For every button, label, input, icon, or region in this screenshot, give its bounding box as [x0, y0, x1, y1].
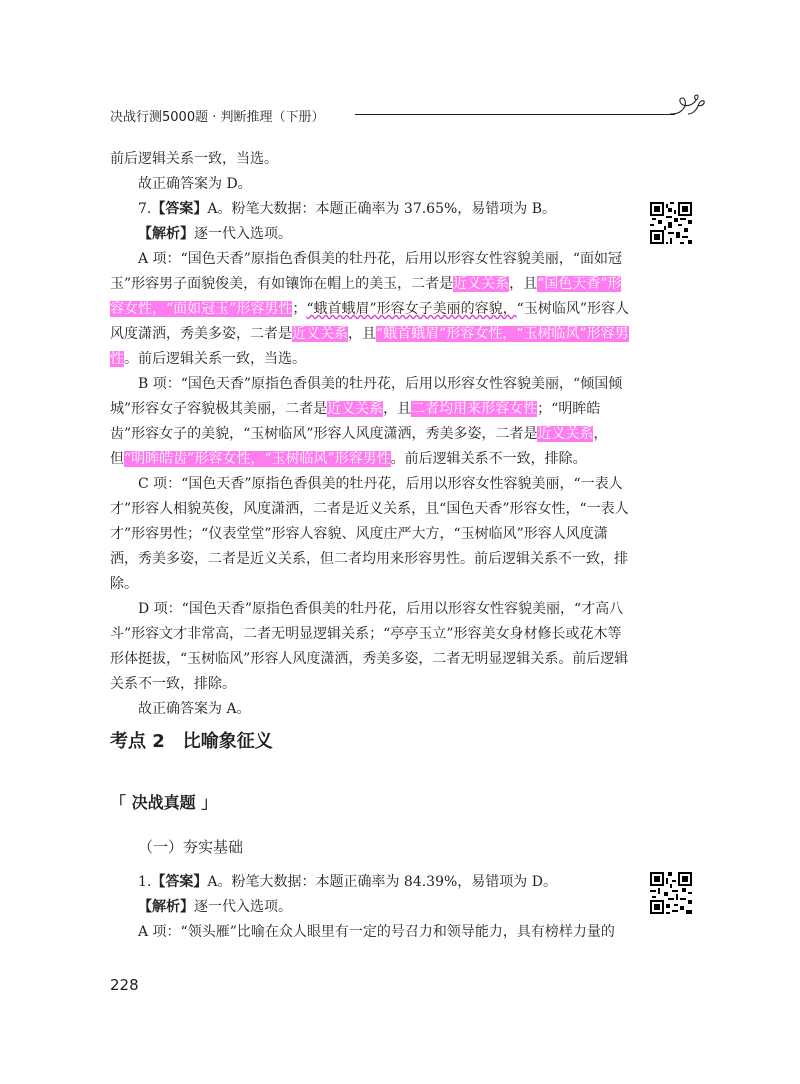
- text-run: 。前后逻辑关系不一致，排除。: [390, 451, 587, 467]
- q7-answer: [110, 197, 630, 222]
- sub-title: （一）夯实基础: [138, 838, 244, 856]
- highlight: “国色天香”形容女性，“面如冠玉”形容男性: [110, 276, 622, 317]
- qr-code-icon[interactable]: [650, 872, 692, 914]
- running-header-title: 决战行测5000题 · 判断推理（下册）: [110, 110, 325, 125]
- text-run: B 项：“国色天香”原指色香俱美的牡丹花，后用以形容女性容貌美丽，“倾国倾城”形容女子容貌极其美丽，二者是: [110, 376, 623, 417]
- q1-answer-label: 【答案】: [151, 874, 208, 890]
- q1-number: 1.: [138, 874, 152, 890]
- highlight: 近义关系: [327, 401, 384, 417]
- q7-number: 7.: [138, 201, 152, 217]
- q7-option-b: [110, 372, 630, 472]
- text-run: A 项：“国色天香”原指色香俱美的牡丹花，后用以形容女性容貌美丽，“面如冠玉”形容男子面貌俊美，有如镶饰在帽上的美玉，二者是: [110, 251, 623, 292]
- q7-analysis-label: 【解析】: [138, 226, 194, 242]
- block-title: 「 决战真题 」: [110, 793, 218, 812]
- text-run: “玉树临风”形容人风度潇洒，秀美多姿，二者是: [110, 301, 629, 342]
- q1-option-a: A 项：“领头雁”比喻在众人眼里有一定的号召力和领导能力，具有榜样力量的: [138, 924, 615, 940]
- text-run: 。前后逻辑关系一致，当选。: [124, 351, 306, 367]
- highlight: 二者均用来形容女性: [411, 401, 538, 417]
- body-block-upper: [110, 147, 630, 722]
- body-block-lower: [110, 870, 630, 945]
- text-run: ；“明眸皓齿”形容女子的美貌，“玉树临风”形容人风度潇洒，秀美多姿，二者是: [110, 401, 601, 442]
- q7-answer-label: 【答案】: [151, 201, 208, 217]
- paragraph: 故正确答案为 D。: [138, 176, 252, 192]
- paragraph: 前后逻辑关系一致，当选。: [110, 151, 278, 167]
- text-run: ，且: [348, 326, 376, 342]
- qr-code-icon[interactable]: [650, 202, 692, 244]
- text-run: ，且: [383, 401, 412, 417]
- q1-analysis-label: 【解析】: [138, 899, 194, 915]
- text-run: ；: [292, 301, 307, 317]
- q1-answer-text: A。粉笔大数据：本题正确率为 84.39%，易错项为 D。: [207, 874, 557, 890]
- highlight: 近义关系: [292, 326, 348, 342]
- q7-analysis: [110, 222, 630, 247]
- q1-answer: [110, 870, 630, 895]
- q7-conclusion: 故正确答案为 A。: [138, 701, 251, 717]
- q7-option-c: C 项：“国色天香”原指色香俱美的牡丹花，后用以形容女性容貌美丽，“一表人才”形容人相貌英俊，风度潇洒，二者是近义关系，且“国色天香”形容女性，“一表人才”形容男性；“仪表堂堂”形容人容貌、风度庄严大方，“玉树临风”形容人风度潇洒，秀美多姿，二者是近义关系，但二者均用来形容男性。前后逻辑关系不一致，排除。: [110, 476, 629, 592]
- q1-analysis-text: 逐一代入选项。: [194, 899, 292, 915]
- header-rule: [355, 114, 675, 115]
- wavy-underline: “蛾首蛾眉”形容女子美丽的容貌，: [306, 301, 517, 317]
- q1-analysis: [110, 895, 630, 920]
- highlight: “明眸皓齿”形容女性，“玉树临风”形容男性: [124, 451, 391, 467]
- highlight: 近义关系: [537, 426, 594, 442]
- sprout-icon: [668, 92, 706, 122]
- q7-answer-text: A。粉笔大数据：本题正确率为 37.65%，易错项为 B。: [207, 201, 557, 217]
- section-title: 考点 2 比喻象征义: [110, 731, 273, 752]
- q7-option-d: D 项：“国色天香”原指色香俱美的牡丹花，后用以形容女性容貌美丽，“才高八斗”形容文才非常高，二者无明显逻辑关系；“亭亭玉立”形容美女身材修长或花木等形体挺拔，“玉树临风”形容人风度潇洒，秀美多姿，二者无明显逻辑关系。前后逻辑关系不一致，排除。: [110, 601, 629, 692]
- highlight: “蛾首蛾眉”形容女性，“玉树临风”形容男性: [110, 326, 629, 367]
- highlight: 近义关系: [453, 276, 510, 292]
- text-run: ，但: [110, 426, 608, 467]
- text-run: ，且: [509, 276, 538, 292]
- page-number: 228: [110, 976, 139, 994]
- q7-option-a: [110, 247, 630, 372]
- q7-analysis-text: 逐一代入选项。: [194, 226, 292, 242]
